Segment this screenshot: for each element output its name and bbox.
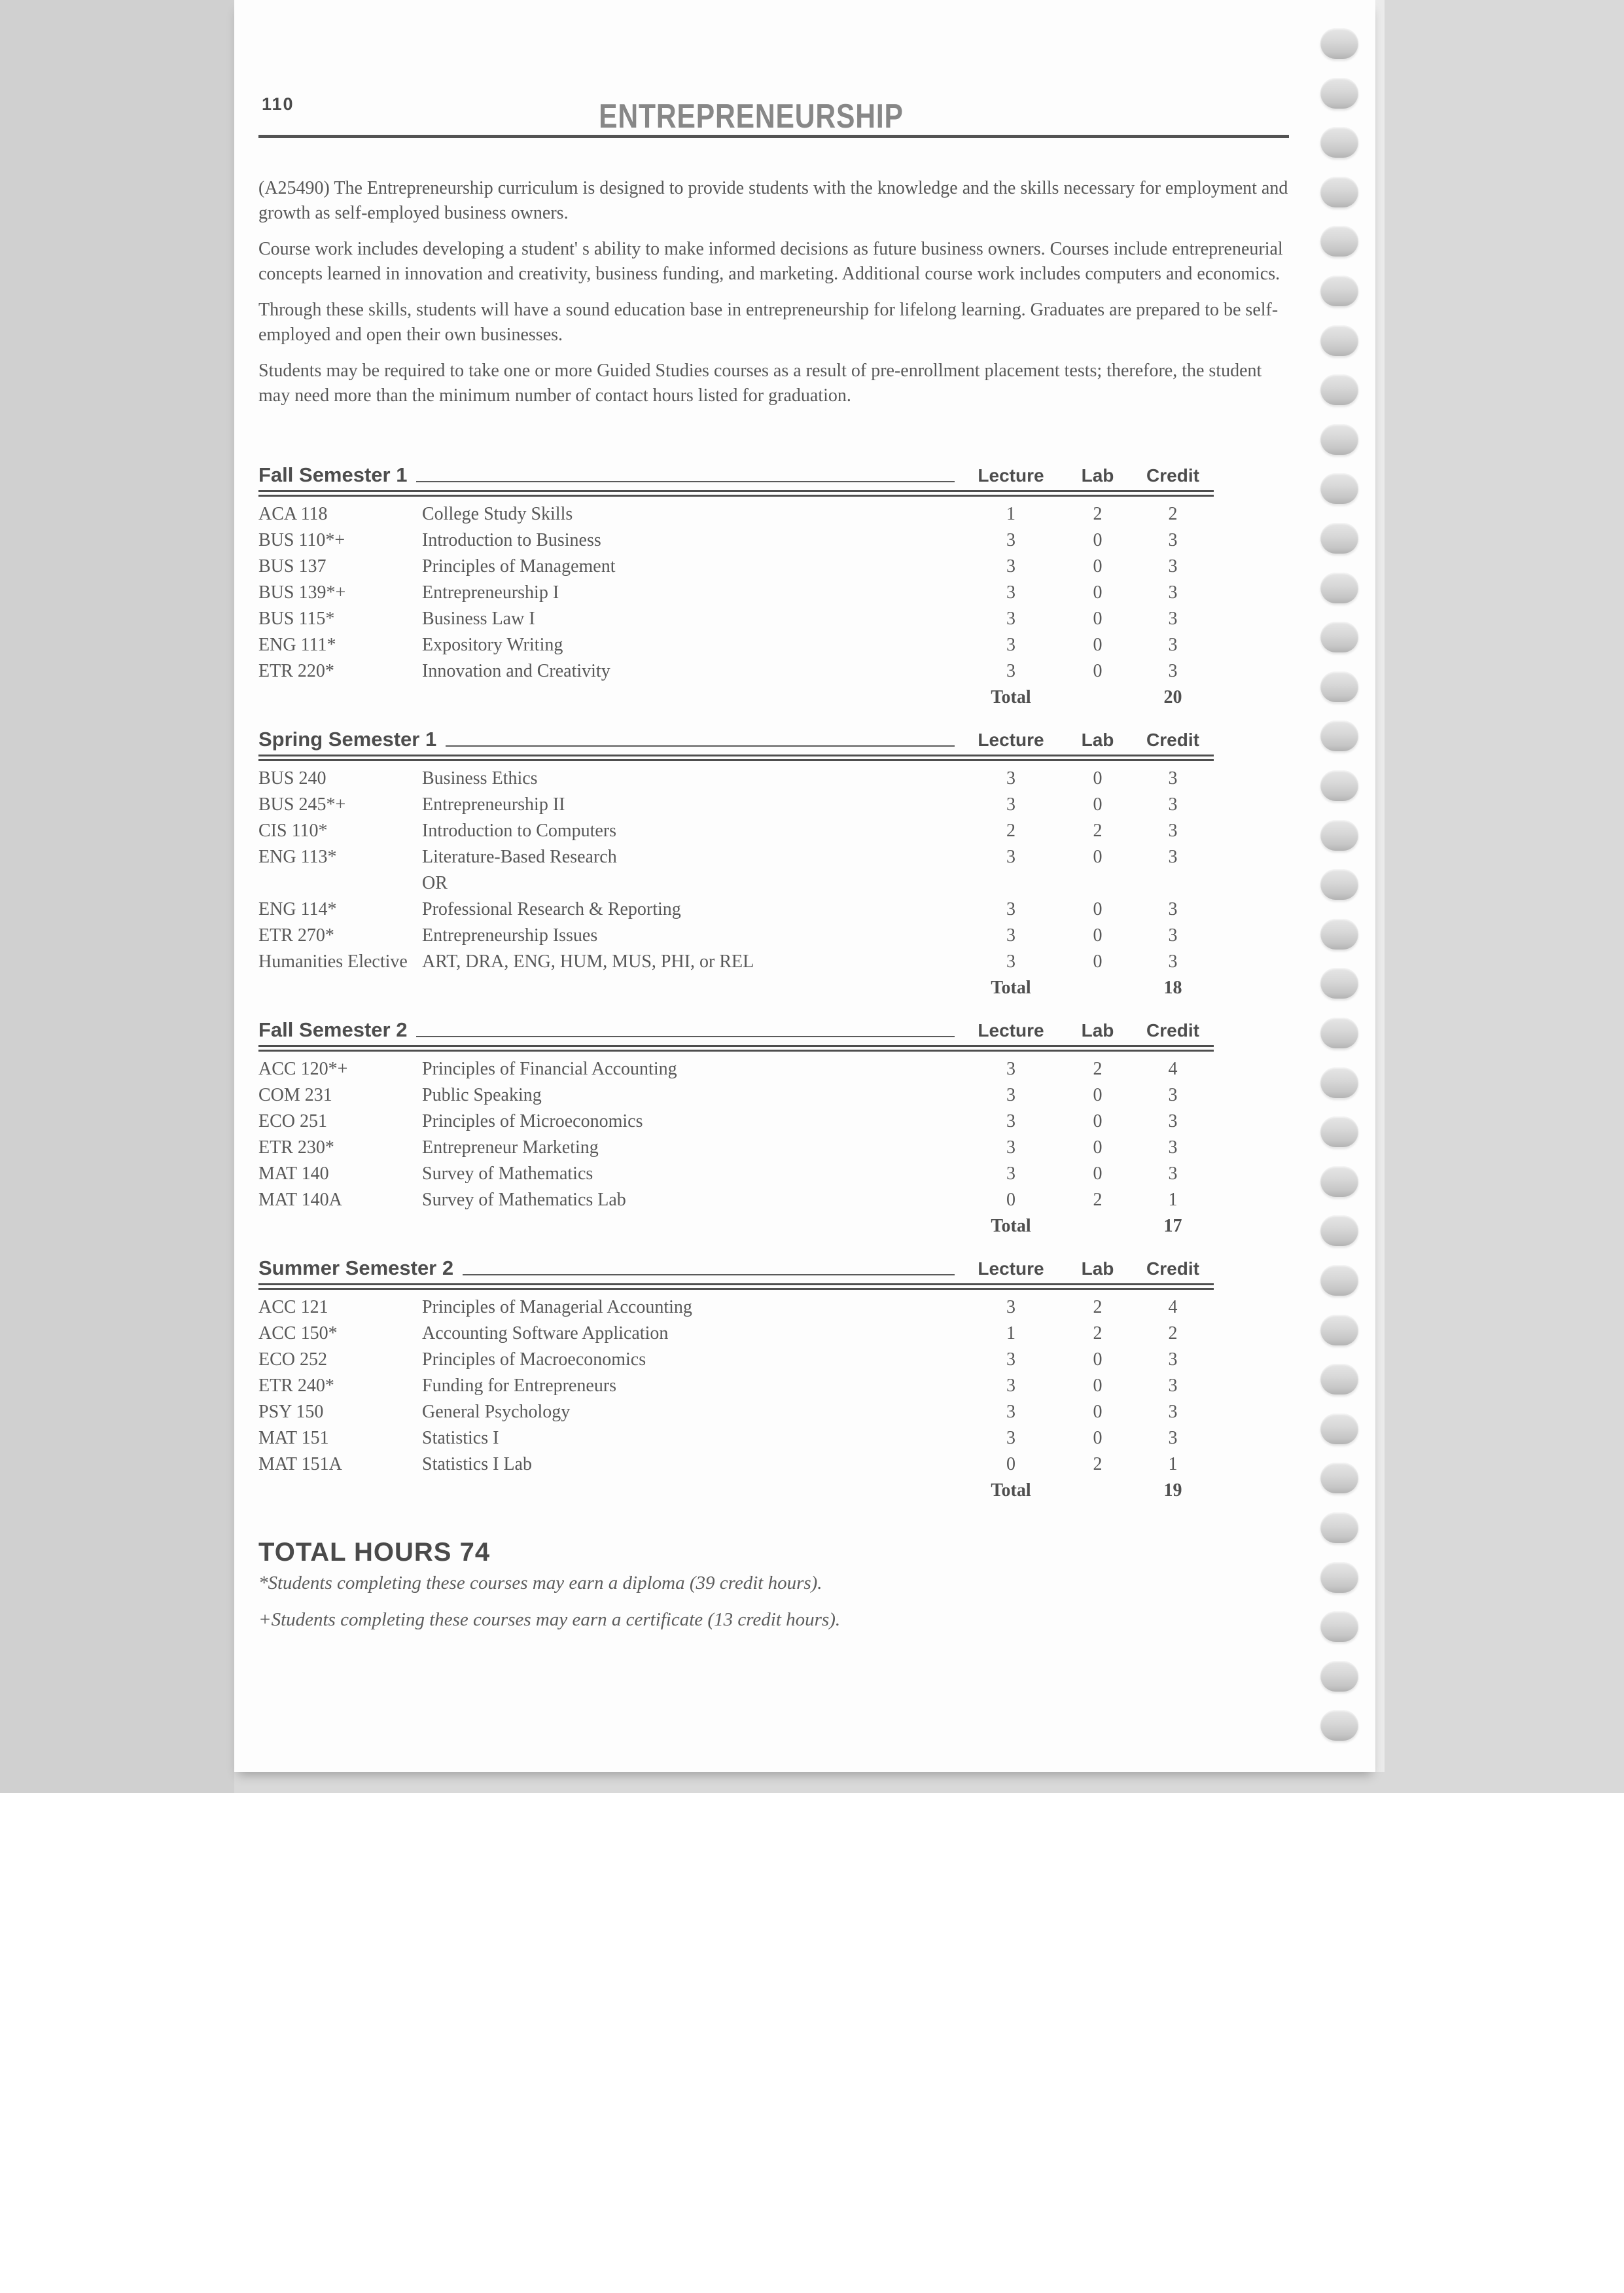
binding-hole: [1320, 968, 1358, 999]
course-row: [258, 1161, 1214, 1187]
lecture-value: 3: [1006, 847, 1015, 867]
course-title: Innovation and Creativity: [422, 661, 610, 681]
column-header-lab: Lab: [1081, 465, 1114, 486]
course-code: [258, 870, 422, 897]
course-row: [258, 844, 1214, 870]
semester-header: [258, 462, 1214, 489]
semester-name: Spring Semester 1: [258, 728, 437, 751]
course-code: ETR 240*: [258, 1376, 334, 1396]
semester-name: Summer Semester 2: [258, 1256, 454, 1279]
lab-value: 0: [1093, 1137, 1103, 1158]
credit-value: 3: [1168, 899, 1178, 919]
course-code: MAT 151A: [258, 1454, 342, 1474]
lab-value: 0: [1093, 1376, 1103, 1396]
semester-name: Fall Semester 1: [258, 463, 408, 486]
binding-hole: [1320, 1710, 1358, 1741]
course-code: ENG 111*: [258, 635, 336, 655]
course-row: [258, 632, 1214, 658]
credit-value: 3: [1168, 582, 1178, 603]
lecture-value: 3: [1006, 1085, 1015, 1105]
intro-paragraph: Through these skills, students will have a sound education base in entrepreneurship for lifelong learning. Graduates are prepared to be self-employed and open their own businesses.: [258, 300, 1279, 345]
course-row: [258, 527, 1214, 554]
binding-hole: [1320, 1018, 1358, 1048]
credit-value: 4: [1168, 1297, 1178, 1317]
double-rule: [258, 1283, 1214, 1290]
course-title: Expository Writing: [422, 635, 563, 655]
binding-hole: [1320, 1364, 1358, 1395]
lecture-value: 3: [1006, 1297, 1015, 1317]
header-rule: [416, 480, 955, 482]
lab-value: 0: [1093, 635, 1103, 655]
course-row: [258, 870, 1214, 897]
lecture-value: 3: [1006, 530, 1015, 550]
intro-paragraph: Students may be required to take one or more Guided Studies courses as a result of pre-enrollment placement tests; therefore, the student may need more than the minimum number of contact hours listed for graduation.: [258, 361, 1262, 406]
lab-value: 0: [1093, 609, 1103, 629]
column-header-lecture: Lecture: [978, 1258, 1044, 1279]
course-row: [258, 1425, 1214, 1451]
course-code: MAT 140: [258, 1164, 329, 1184]
column-header-lecture: Lecture: [978, 465, 1044, 486]
credit-value: 3: [1168, 1428, 1178, 1448]
credit-value: 3: [1168, 768, 1178, 789]
lecture-value: 1: [1006, 504, 1015, 524]
course-code: BUS 137: [258, 556, 327, 577]
course-title: Introduction to Business: [422, 530, 601, 550]
credit-value: 3: [1168, 530, 1178, 550]
course-code: ENG 114*: [258, 899, 337, 919]
course-code: MAT 151: [258, 1428, 329, 1448]
course-row: [258, 1294, 1214, 1321]
lab-value: 0: [1093, 1111, 1103, 1131]
credit-value: 4: [1168, 1059, 1178, 1079]
lab-value: 2: [1093, 504, 1103, 524]
binding-hole: [1320, 869, 1358, 900]
course-title: College Study Skills: [422, 504, 573, 524]
footnote-certificate: +Students completing these courses may earn a certificate (13 credit hours).: [258, 1609, 841, 1630]
lecture-value: 3: [1006, 609, 1015, 629]
semester-name: Fall Semester 2: [258, 1018, 408, 1041]
course-code: Humanities Elective: [258, 951, 408, 972]
header-rule: [463, 1273, 955, 1275]
course-code: BUS 245*+: [258, 794, 346, 815]
total-label: Total: [991, 1216, 1031, 1236]
course-row: [258, 792, 1214, 818]
course-row: [258, 658, 1214, 684]
binding-hole: [1320, 424, 1358, 455]
lab-value: 2: [1093, 1190, 1103, 1210]
course-title: Business Ethics: [422, 768, 538, 789]
course-row: [258, 949, 1214, 975]
credit-value: 3: [1168, 1376, 1178, 1396]
course-title: Statistics I: [422, 1428, 499, 1448]
course-row: [258, 501, 1214, 527]
column-header-lab: Lab: [1081, 1258, 1114, 1279]
binding-hole: [1320, 1067, 1358, 1098]
lab-value: 0: [1093, 1349, 1103, 1370]
lecture-value: 3: [1006, 1376, 1015, 1396]
double-rule: [258, 755, 1214, 761]
credit-value: 3: [1168, 1164, 1178, 1184]
lab-value: 0: [1093, 1428, 1103, 1448]
course-row: [258, 1347, 1214, 1373]
binding-hole: [1320, 325, 1358, 356]
page-content: [258, 0, 1289, 1631]
course-title: Principles of Macroeconomics: [422, 1349, 646, 1370]
course-row: [258, 1373, 1214, 1399]
course-row: [258, 1451, 1214, 1478]
lecture-value: 1: [1006, 1323, 1015, 1343]
course-code: BUS 110*+: [258, 530, 345, 550]
total-row: [258, 684, 1214, 711]
course-title: Entrepreneurship I: [422, 582, 559, 603]
lab-value: 0: [1093, 556, 1103, 577]
page-edge-highlight: [1375, 0, 1385, 1772]
lab-value: 2: [1093, 1454, 1103, 1474]
course-code: COM 231: [258, 1085, 332, 1105]
lab-value: 0: [1093, 847, 1103, 867]
course-title: Literature-Based Research: [422, 847, 617, 867]
course-row: [258, 554, 1214, 580]
course-row: [258, 1321, 1214, 1347]
binding-hole: [1320, 1463, 1358, 1493]
credit-value: 2: [1168, 504, 1178, 524]
course-title: Entrepreneur Marketing: [422, 1137, 599, 1158]
semester-header: [258, 1017, 1214, 1044]
binding-hole: [1320, 1611, 1358, 1642]
course-rows: [258, 497, 1214, 684]
credit-value: 3: [1168, 1137, 1178, 1158]
program-description: [258, 176, 1289, 408]
course-code: ECO 251: [258, 1111, 327, 1131]
lecture-value: 3: [1006, 1137, 1015, 1158]
column-header-lab: Lab: [1081, 1020, 1114, 1040]
binding-hole: [1320, 919, 1358, 950]
course-row: [258, 1187, 1214, 1213]
total-label: Total: [991, 1480, 1031, 1501]
lecture-value: 3: [1006, 899, 1015, 919]
lecture-value: 3: [1006, 1349, 1015, 1370]
course-row: [258, 1109, 1214, 1135]
header-rule: [446, 745, 955, 747]
binding-hole: [1320, 374, 1358, 405]
course-rows: [258, 1290, 1214, 1478]
lab-value: 2: [1093, 1297, 1103, 1317]
lecture-value: 3: [1006, 582, 1015, 603]
binding-hole: [1320, 1116, 1358, 1147]
course-code: ETR 270*: [258, 925, 334, 946]
credit-value: 3: [1168, 951, 1178, 972]
course-code: BUS 240: [258, 768, 327, 789]
course-title: General Psychology: [422, 1402, 571, 1422]
course-row: [258, 897, 1214, 923]
semester-header: [258, 726, 1214, 753]
binding-hole: [1320, 523, 1358, 554]
total-row: [258, 1478, 1214, 1504]
credit-value: 3: [1168, 556, 1178, 577]
course-code: CIS 110*: [258, 821, 328, 841]
course-code: ETR 230*: [258, 1137, 334, 1158]
binding-hole: [1320, 1413, 1358, 1444]
binding-hole: [1320, 671, 1358, 702]
column-header-lecture: Lecture: [978, 730, 1044, 750]
lecture-value: 3: [1006, 951, 1015, 972]
lecture-value: 0: [1006, 1454, 1015, 1474]
course-row: [258, 923, 1214, 949]
lecture-value: 3: [1006, 1111, 1015, 1131]
credit-value: 3: [1168, 925, 1178, 946]
lecture-value: 3: [1006, 556, 1015, 577]
header-rule: [416, 1035, 955, 1037]
binding-hole: [1320, 78, 1358, 109]
binding-hole: [1320, 1512, 1358, 1543]
binding-hole: [1320, 1661, 1358, 1692]
binding-hole: [1320, 622, 1358, 652]
lecture-value: 0: [1006, 1190, 1015, 1210]
binding-hole: [1320, 1166, 1358, 1197]
page-number: 110: [262, 94, 294, 114]
course-row: [258, 766, 1214, 792]
course-title: Entrepreneurship II: [422, 794, 565, 815]
course-title: Principles of Financial Accounting: [422, 1059, 677, 1079]
total-value: 18: [1163, 978, 1182, 998]
course-title: Professional Research & Reporting: [422, 899, 681, 919]
binding-hole: [1320, 177, 1358, 207]
binding-holes: [1320, 0, 1360, 1772]
course-row: [258, 1135, 1214, 1161]
course-title: Public Speaking: [422, 1085, 542, 1105]
total-label: Total: [991, 978, 1031, 998]
binding-hole: [1320, 473, 1358, 504]
total-row: [258, 1213, 1214, 1239]
binding-hole: [1320, 1265, 1358, 1296]
column-header-credit: Credit: [1146, 1020, 1199, 1040]
lab-value: 0: [1093, 582, 1103, 603]
lecture-value: 3: [1006, 635, 1015, 655]
lab-value: 0: [1093, 925, 1103, 946]
course-row: [258, 1082, 1214, 1109]
course-title: Funding for Entrepreneurs: [422, 1376, 617, 1396]
lab-value: 0: [1093, 768, 1103, 789]
double-rule: [258, 490, 1214, 497]
lab-value: 2: [1093, 1059, 1103, 1079]
lecture-value: 3: [1006, 794, 1015, 815]
semester-table-fall-2: [258, 1017, 1214, 1239]
course-code: BUS 139*+: [258, 582, 346, 603]
catalog-page: [234, 0, 1375, 1772]
lecture-value: 3: [1006, 661, 1015, 681]
course-code: ACC 120*+: [258, 1059, 348, 1079]
footnote-diploma: *Students completing these courses may earn a diploma (39 credit hours).: [258, 1573, 822, 1593]
credit-value: 3: [1168, 821, 1178, 841]
binding-hole: [1320, 720, 1358, 751]
page-title: ENTREPRENEURSHIP: [598, 98, 904, 135]
credit-value: 3: [1168, 794, 1178, 815]
course-title: Statistics I Lab: [422, 1454, 532, 1474]
binding-hole: [1320, 1562, 1358, 1593]
lecture-value: 3: [1006, 925, 1015, 946]
total-hours: TOTAL HOURS 74: [258, 1538, 491, 1567]
course-title: Business Law I: [422, 609, 535, 629]
credit-value: 3: [1168, 1402, 1178, 1422]
course-row: [258, 1056, 1214, 1082]
total-value: 17: [1163, 1216, 1182, 1236]
column-header-lab: Lab: [1081, 730, 1114, 750]
binding-hole: [1320, 770, 1358, 801]
course-title: Principles of Managerial Accounting: [422, 1297, 692, 1317]
lab-value: 0: [1093, 794, 1103, 815]
course-code: ACA 118: [258, 504, 328, 524]
binding-hole: [1320, 820, 1358, 851]
lab-value: 2: [1093, 1323, 1103, 1343]
course-code: ACC 121: [258, 1297, 328, 1317]
course-title: Survey of Mathematics Lab: [422, 1190, 626, 1210]
lab-value: 0: [1093, 899, 1103, 919]
course-row: [258, 1399, 1214, 1425]
credit-value: 3: [1168, 1111, 1178, 1131]
course-code: ECO 252: [258, 1349, 327, 1370]
column-header-credit: Credit: [1146, 465, 1199, 486]
credit-value: 3: [1168, 847, 1178, 867]
page-header: [258, 0, 1289, 138]
course-code: ACC 150*: [258, 1323, 338, 1343]
credit-value: [1132, 870, 1214, 897]
credit-value: 3: [1168, 1349, 1178, 1370]
semester-table-fall-1: [258, 462, 1214, 711]
course-title: Introduction to Computers: [422, 821, 617, 841]
double-rule: [258, 1045, 1214, 1052]
course-code: PSY 150: [258, 1402, 324, 1422]
course-rows: [258, 761, 1214, 975]
binding-hole: [1320, 28, 1358, 59]
lecture-value: 3: [1006, 1428, 1015, 1448]
course-title: ART, DRA, ENG, HUM, MUS, PHI, or REL: [422, 951, 754, 972]
binding-hole: [1320, 1315, 1358, 1345]
course-title: Entrepreneurship Issues: [422, 925, 598, 946]
binding-hole: [1320, 573, 1358, 603]
course-row: [258, 818, 1214, 844]
lab-value: 0: [1093, 661, 1103, 681]
scan-left-margin: [0, 0, 234, 1793]
semester-table-spring-1: [258, 726, 1214, 1001]
lab-value: 0: [1093, 1164, 1103, 1184]
course-code: MAT 140A: [258, 1190, 342, 1210]
lecture-value: 3: [1006, 1164, 1015, 1184]
intro-paragraph: (A25490) The Entrepreneurship curriculum is designed to provide students with the knowledge and the skills necessary for employment and growth as self-employed business owners.: [258, 178, 1288, 223]
course-row: [258, 606, 1214, 632]
column-header-credit: Credit: [1146, 730, 1199, 750]
total-value: 19: [1163, 1480, 1182, 1501]
lab-value: 0: [1093, 951, 1103, 972]
course-code: ENG 113*: [258, 847, 337, 867]
credit-value: 2: [1168, 1323, 1178, 1343]
lecture-value: 3: [1006, 1059, 1015, 1079]
lecture-value: 2: [1006, 821, 1015, 841]
credit-value: 3: [1168, 609, 1178, 629]
total-row: [258, 975, 1214, 1001]
binding-hole: [1320, 1215, 1358, 1246]
course-code: BUS 115*: [258, 609, 335, 629]
binding-hole: [1320, 226, 1358, 257]
credit-value: 1: [1168, 1454, 1178, 1474]
total-label: Total: [991, 687, 1031, 707]
course-title: Survey of Mathematics: [422, 1164, 593, 1184]
lecture-value: 3: [1006, 1402, 1015, 1422]
binding-hole: [1320, 127, 1358, 158]
total-value: 20: [1163, 687, 1182, 707]
credit-value: 3: [1168, 1085, 1178, 1105]
lab-value: 0: [1093, 530, 1103, 550]
lab-value: 0: [1093, 1402, 1103, 1422]
semester-table-summer-2: [258, 1255, 1214, 1504]
page-title-wrap: [236, 97, 1266, 135]
lab-value: [1063, 870, 1132, 897]
column-header-credit: Credit: [1146, 1258, 1199, 1279]
column-header-lecture: Lecture: [978, 1020, 1044, 1040]
credit-value: 1: [1168, 1190, 1178, 1210]
course-row: [258, 580, 1214, 606]
course-title: OR: [422, 873, 448, 893]
course-rows: [258, 1052, 1214, 1213]
lecture-value: [959, 870, 1063, 897]
intro-paragraph: Course work includes developing a student' s ability to make informed decisions as future business owners. Courses include entrepreneurial concepts learned in innovation and creativity, business funding, and marketing. Additional course work includes computers and economics.: [258, 239, 1283, 284]
lab-value: 0: [1093, 1085, 1103, 1105]
course-code: ETR 220*: [258, 661, 334, 681]
semester-header: [258, 1255, 1214, 1282]
lecture-value: 3: [1006, 768, 1015, 789]
course-title: Principles of Microeconomics: [422, 1111, 643, 1131]
binding-hole: [1320, 276, 1358, 306]
lab-value: 2: [1093, 821, 1103, 841]
credit-value: 3: [1168, 635, 1178, 655]
course-title: Principles of Management: [422, 556, 616, 577]
course-title: Accounting Software Application: [422, 1323, 669, 1343]
credit-value: 3: [1168, 661, 1178, 681]
